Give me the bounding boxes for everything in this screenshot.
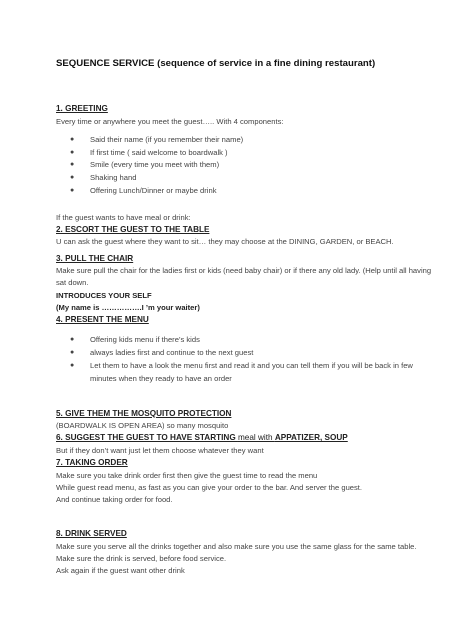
section-present-menu xyxy=(56,314,440,386)
bullet-list xyxy=(56,334,440,385)
list-item: ● If first time ( said welcome to boardwalk ) xyxy=(90,147,440,160)
section-escort xyxy=(56,224,440,249)
list-item: ● Smile (every time you meet with them) xyxy=(90,159,440,172)
list-item: ● always ladies first and continue to the next guest xyxy=(90,347,440,360)
paragraph: While guest read menu, as fast as you can give your order to the bar. And server the guest. xyxy=(56,482,363,492)
bullet-icon: ● xyxy=(70,174,75,182)
section-heading: 8. DRINK SERVED xyxy=(56,529,127,539)
section-taking-order xyxy=(56,457,440,506)
bullet-icon: ● xyxy=(70,336,75,344)
section-greeting xyxy=(56,103,440,224)
section-intro: Every time or anywhere you meet the guest….. With 4 components: xyxy=(56,116,284,126)
section-heading: 2. ESCORT THE GUEST TO THE TABLE xyxy=(56,224,210,234)
paragraph: U can ask the guest where they want to sit… they may choose at the DINING, GARDEN, or BEACH. xyxy=(56,237,394,247)
list-item: ● Offering Lunch/Dinner or maybe drink xyxy=(90,185,440,198)
list-item: ● Offering kids menu if there’s kids xyxy=(90,334,440,347)
section-drink-served xyxy=(56,528,440,577)
section-heading: 6. SUGGEST THE GUEST TO HAVE STARTING meal with APPATIZER, SOUP xyxy=(56,433,348,443)
sub-text: (My name is …………….I ’m your waiter) xyxy=(56,302,200,312)
section-suggest-starter xyxy=(56,432,440,457)
bullet-icon: ● xyxy=(70,186,75,194)
paragraph: (BOARDWALK IS OPEN AREA) so many mosquito xyxy=(56,421,229,431)
bullet-icon: ● xyxy=(70,349,75,357)
section-pull-chair xyxy=(56,253,440,314)
paragraph: If the guest wants to have meal or drink: xyxy=(56,212,191,222)
document-title: SEQUENCE SERVICE (sequence of service in a fine dining restaurant) xyxy=(56,58,376,69)
paragraph: Make sure pull the chair for the ladies first or kids (need baby chair) or if there any old lady. (Help until all having sat down. xyxy=(56,266,432,288)
bullet-icon: ● xyxy=(70,148,75,156)
paragraph: Ask again if the guest want other drink xyxy=(56,566,185,576)
paragraph: And continue taking order for food. xyxy=(56,494,173,504)
section-heading: 7. TAKING ORDER xyxy=(56,458,128,467)
paragraph: Make sure you take drink order first then give the guest time to read the menu xyxy=(56,470,318,480)
section-mosquito xyxy=(56,408,440,433)
bullet-list xyxy=(56,134,440,198)
list-item: ● Said their name (if you remember their name) xyxy=(90,134,440,147)
paragraph: But if they don’t want just let them choose whatever they want xyxy=(56,445,264,455)
paragraph: Make sure the drink is served, before food service. xyxy=(56,553,227,563)
paragraph: Make sure you serve all the drinks together and also make sure you use the same glass for the same table. xyxy=(56,541,417,551)
bullet-icon: ● xyxy=(70,135,75,143)
section-heading: 4. PRESENT THE MENU xyxy=(56,314,149,324)
section-heading: 1. GREETING xyxy=(56,104,108,113)
list-item: ● Shaking hand xyxy=(90,172,440,185)
section-heading: 5. GIVE THEM THE MOSQUITO PROTECTION xyxy=(56,408,232,418)
sub-heading: INTRODUCES YOUR SELF xyxy=(56,290,152,300)
bullet-icon: ● xyxy=(70,362,75,369)
bullet-icon: ● xyxy=(70,161,75,169)
section-heading: 3. PULL THE CHAIR xyxy=(56,253,134,263)
list-item: ● Let them to have a look the menu first and read it and you can tell them if you will be back in few minutes when they ready to have an order xyxy=(70,361,413,383)
